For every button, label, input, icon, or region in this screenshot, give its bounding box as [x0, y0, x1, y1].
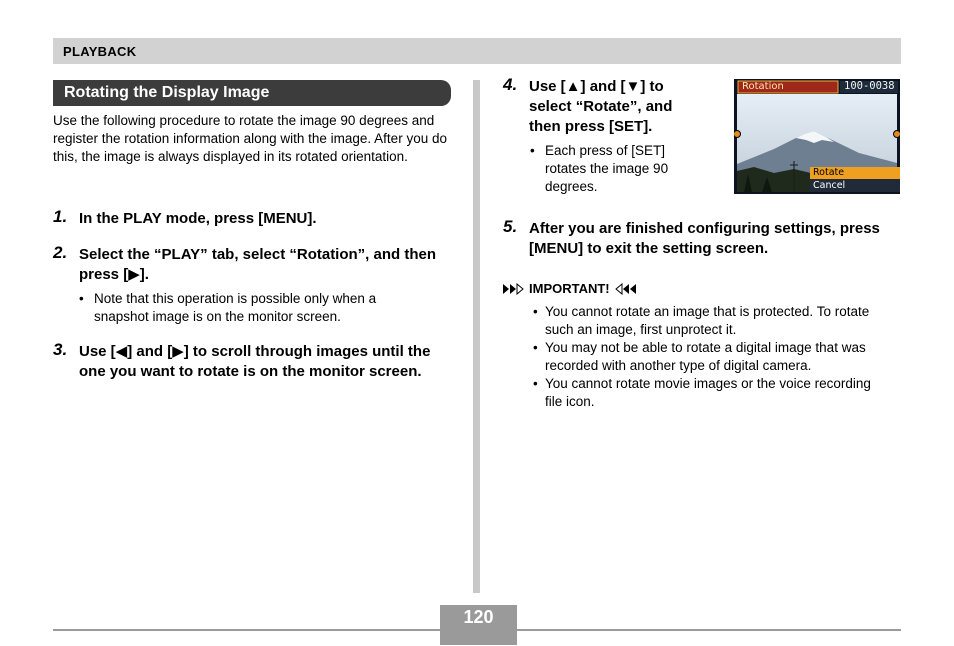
- section-title: Rotating the Display Image: [53, 80, 451, 106]
- step-1: [53, 209, 453, 229]
- step-number: 2.: [53, 243, 68, 262]
- important-item-text: You cannot rotate movie images or the voice recording file icon.: [545, 376, 871, 409]
- bullet: •: [533, 340, 538, 355]
- important-label: IMPORTANT!: [529, 281, 610, 296]
- step-text: After you are finished configuring settings, press [MENU] to exit the setting screen.: [529, 220, 880, 257]
- camera-title: Rotation: [742, 81, 784, 92]
- note-text: Each press of [SET] rotates the image 90 degrees.: [545, 143, 669, 194]
- important-heading: [503, 281, 636, 296]
- column-divider: [473, 80, 480, 593]
- step-3: [53, 342, 453, 382]
- bullet: •: [533, 376, 538, 391]
- important-item-text: You cannot rotate an image that is protected. To rotate such an image, first unprotect it.: [545, 304, 870, 337]
- important-arrow-left-icon: [503, 283, 525, 295]
- step-4: [503, 77, 703, 137]
- important-item: [533, 303, 883, 339]
- camera-screen-image: [734, 79, 900, 194]
- important-arrow-right-icon: [614, 283, 636, 295]
- step-4-note: [530, 142, 690, 196]
- step-text: In the PLAY mode, press [MENU].: [79, 210, 317, 227]
- step-number: 1.: [53, 207, 68, 226]
- step-number: 4.: [503, 75, 518, 94]
- step-text: Use [◀] and [▶] to scroll through images until the one you want to rotate is on the monitor screen.: [79, 343, 431, 380]
- step-2: [53, 245, 453, 285]
- camera-menu-cancel: Cancel: [813, 180, 846, 191]
- important-item: [533, 375, 883, 411]
- important-item: [533, 339, 883, 375]
- page-number: 120: [440, 605, 517, 629]
- camera-menu-rotate: Rotate: [813, 167, 845, 178]
- bullet: •: [79, 291, 84, 306]
- step-number: 3.: [53, 340, 68, 359]
- header-bar: [53, 38, 901, 64]
- intro-paragraph: Use the following procedure to rotate the image 90 degrees and register the rotation information along with the image. After you do this, the image is always displayed in its rotated orientation.: [53, 113, 447, 164]
- step-number: 5.: [503, 217, 518, 236]
- page-number-tab: [440, 631, 517, 645]
- step-5: [503, 219, 883, 259]
- bullet: •: [533, 304, 538, 319]
- bullet: •: [530, 143, 535, 158]
- section-label: PLAYBACK: [63, 44, 137, 59]
- step-text: Use [▲] and [▼] to select “Rotate”, and then press [SET].: [529, 78, 673, 135]
- note-text: Note that this operation is possible only when a snapshot image is on the monitor screen.: [94, 291, 377, 324]
- step-2-note: [79, 290, 429, 326]
- camera-file-id: 100-0038: [844, 80, 895, 92]
- important-item-text: You may not be able to rotate a digital image that was recorded with another type of digital camera.: [545, 340, 866, 373]
- step-text: Select the “PLAY” tab, select “Rotation”, and then press [▶].: [79, 246, 437, 283]
